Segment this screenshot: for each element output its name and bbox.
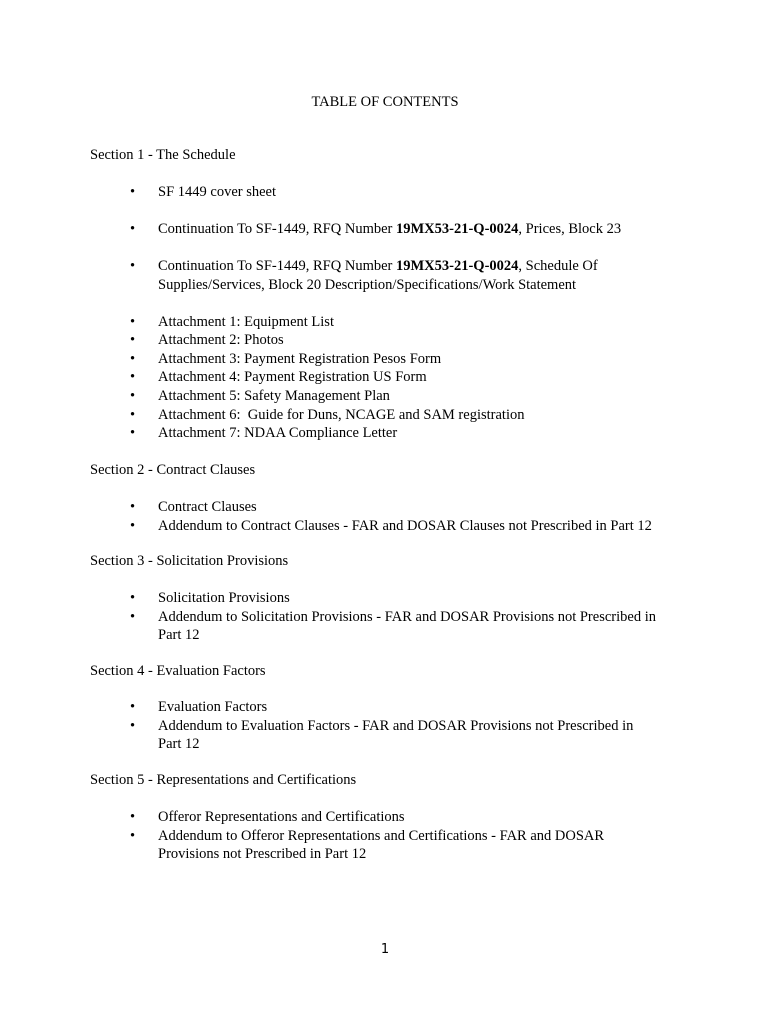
bullet-icon: •: [130, 406, 136, 423]
attachment-2: Attachment 2: Photos: [158, 332, 284, 349]
bullet-icon: •: [130, 809, 136, 825]
attachment-4: Attachment 4: Payment Registration US Form: [158, 369, 427, 386]
list-item: [0, 331, 698, 350]
section-1-list: [0, 183, 698, 443]
rfq-number: 19MX53-21-Q-0024: [395, 257, 519, 274]
page-title: TABLE OF CONTENTS: [311, 94, 459, 110]
list-item: [0, 698, 698, 717]
list-item: [0, 717, 698, 754]
bullet-icon: •: [130, 590, 136, 606]
list-item: [0, 313, 698, 332]
list-item: [0, 827, 698, 864]
section-3-list: [0, 589, 698, 645]
section-5-list: [0, 808, 698, 864]
bullet-icon: •: [130, 717, 136, 734]
list-item-text: Solicitation Provisions: [158, 590, 290, 606]
list-item: [0, 387, 698, 406]
list-item: [0, 350, 698, 369]
list-item: [0, 368, 698, 387]
list-item-text: Contract Clauses: [158, 499, 257, 515]
list-item-text: Part 12: [158, 736, 200, 753]
list-item: [0, 257, 698, 294]
list-item-text: Addendum to Evaluation Factors - FAR and DOSAR Provisions not Prescribed in: [158, 717, 634, 734]
bullet-icon: •: [130, 184, 136, 200]
section-4-heading: Section 4 - Evaluation Factors: [90, 663, 266, 679]
list-item-text: , Schedule Of: [518, 257, 598, 274]
list-item-text: Provisions not Prescribed in Part 12: [158, 846, 367, 863]
list-item-text: , Prices, Block 23: [518, 220, 622, 237]
list-item: [0, 498, 698, 517]
section-4-list: [0, 698, 698, 754]
list-item: [0, 608, 698, 645]
bullet-icon: •: [130, 257, 136, 274]
section-2-list: [0, 498, 698, 535]
bullet-icon: •: [130, 369, 136, 386]
list-item-text: Offeror Representations and Certifications: [158, 809, 405, 825]
list-item-text: Evaluation Factors: [158, 699, 268, 715]
section-5-heading: Section 5 - Representations and Certifications: [90, 772, 357, 788]
bullet-icon: •: [130, 608, 136, 625]
list-item-text: Addendum to Solicitation Provisions - FAR and DOSAR Provisions not Prescribed in: [158, 608, 656, 625]
list-item-text: Continuation To SF-1449, RFQ Number: [158, 220, 396, 237]
list-item-text: Addendum to Contract Clauses - FAR and DOSAR Clauses not Prescribed in Part 12: [158, 517, 652, 534]
list-item-text: SF 1449 cover sheet: [158, 184, 276, 200]
attachment-1: Attachment 1: Equipment List: [158, 313, 334, 330]
bullet-icon: •: [130, 425, 136, 442]
list-item-text: Continuation To SF-1449, RFQ Number: [158, 257, 396, 274]
bullet-icon: •: [130, 699, 136, 715]
bullet-icon: •: [130, 313, 136, 330]
list-item-text: Supplies/Services, Block 20 Description/Specifications/Work Statement: [158, 276, 577, 293]
section-3-heading: Section 3 - Solicitation Provisions: [90, 553, 289, 569]
bullet-icon: •: [130, 499, 136, 515]
section-1-heading: Section 1 - The Schedule: [90, 147, 236, 163]
list-item: [0, 220, 698, 239]
list-item-text: Addendum to Offeror Representations and Certifications - FAR and DOSAR: [158, 827, 605, 844]
page-number: 1: [380, 942, 390, 957]
attachment-3: Attachment 3: Payment Registration Pesos Form: [158, 350, 442, 367]
list-item: [0, 406, 698, 425]
bullet-icon: •: [130, 387, 136, 404]
list-item-text: Part 12: [158, 627, 200, 644]
list-item: [0, 183, 698, 202]
rfq-number: 19MX53-21-Q-0024: [395, 220, 519, 237]
attachment-5: Attachment 5: Safety Management Plan: [158, 387, 390, 404]
list-item: [0, 517, 698, 536]
section-2-heading: Section 2 - Contract Clauses: [90, 462, 256, 478]
bullet-icon: •: [130, 517, 136, 534]
bullet-icon: •: [130, 220, 136, 237]
bullet-icon: •: [130, 332, 136, 349]
attachment-7: Attachment 7: NDAA Compliance Letter: [158, 425, 398, 442]
list-item: [0, 589, 698, 608]
attachment-6: Attachment 6: Guide for Duns, NCAGE and SAM registration: [158, 406, 525, 423]
bullet-icon: •: [130, 827, 136, 844]
list-item: [0, 424, 698, 443]
list-item: [0, 808, 698, 827]
bullet-icon: •: [130, 350, 136, 367]
